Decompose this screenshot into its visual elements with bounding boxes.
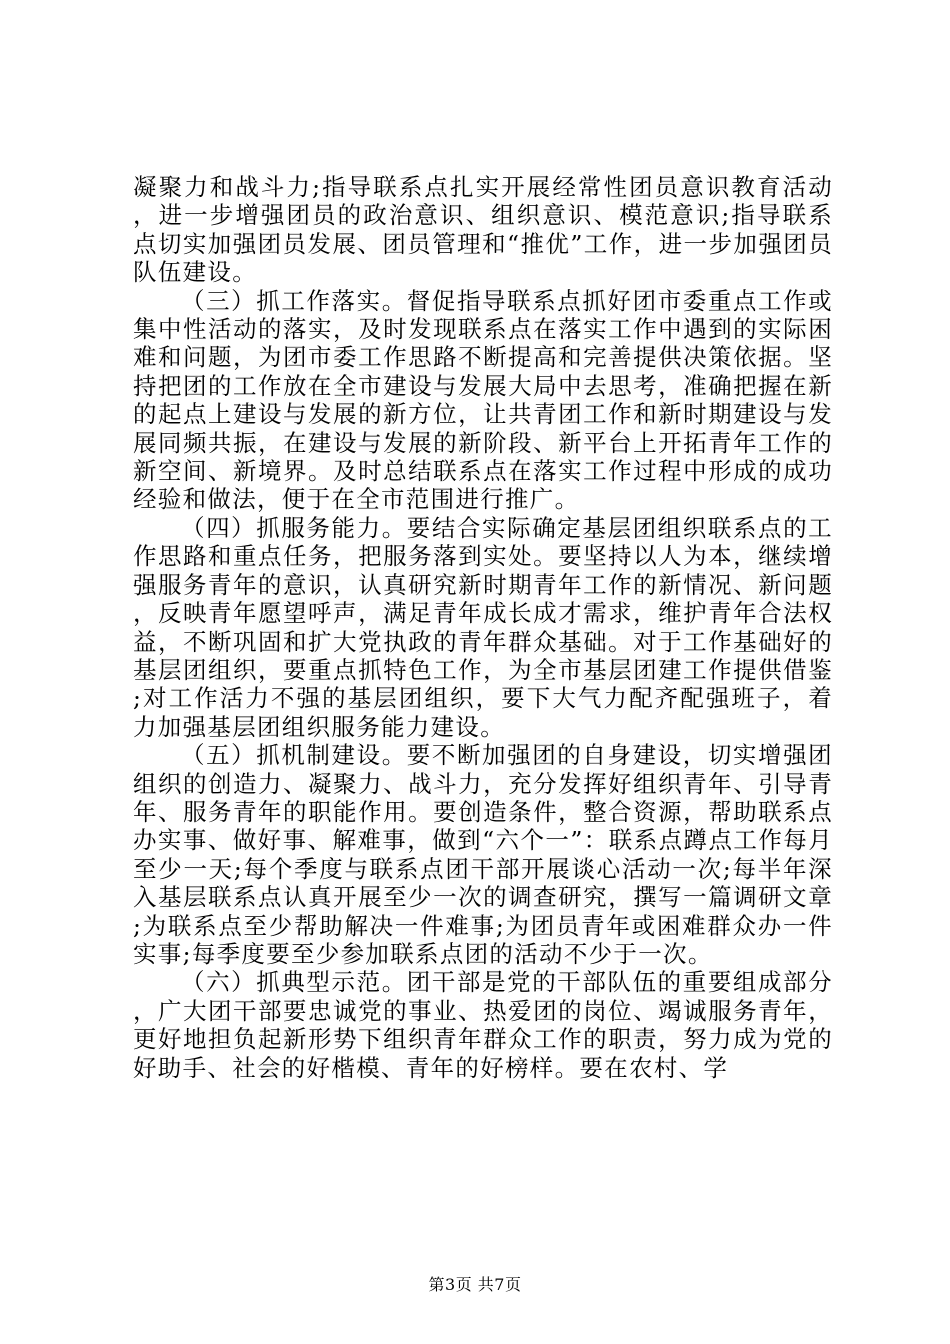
paragraph-continuation: 凝聚力和战斗力;指导联系点扎实开展经常性团员意识教育活动，进一步增强团员的政治意识、组织意识、模范意识;指导联系点切实加强团员发展、团员管理和“推优”工作，进一步加强团员队伍建设。 [133,173,833,287]
paragraph-section-3: （三）抓工作落实。督促指导联系点抓好团市委重点工作或集中性活动的落实，及时发现联系点在落实工作中遇到的实际困难和问题，为团市委工作思路不断提高和完善提供决策依据。坚持把团的工作放在全市建设与发展大局中去思考，准确把握在新的起点上建设与发展的新方位，让共青团工作和新时期建设与发展同频共振，在建设与发展的新阶段、新平台上开拓青年工作的新空间、新境界。及时总结联系点在落实工作过程中形成的成功经验和做法，便于在全市范围进行推广。 [133,286,833,514]
paragraph-section-5: （五）抓机制建设。要不断加强团的自身建设，切实增强团组织的创造力、凝聚力、战斗力，充分发挥好组织青年、引导青年、服务青年的职能作用。要创造条件，整合资源，帮助联系点办实事、做好事、解难事，做到“六个一”：联系点蹲点工作每月至少一天;每个季度与联系点团干部开展谈心活动一次;每半年深入基层联系点认真开展至少一次的调查研究，撰写一篇调研文章;为联系点至少帮助解决一件难事;为团员青年或困难群众办一件实事;每季度要至少参加联系点团的活动不少于一次。 [133,741,833,968]
document-body [133,173,833,1082]
paragraph-section-6: （六）抓典型示范。团干部是党的干部队伍的重要组成部分，广大团干部要忠诚党的事业、热爱团的岗位、竭诚服务青年，更好地担负起新形势下组织青年群众工作的职责，努力成为党的好助手、社会的好楷模、青年的好榜样。要在农村、学 [133,968,833,1082]
paragraph-section-4: （四）抓服务能力。要结合实际确定基层团组织联系点的工作思路和重点任务，把服务落到实处。要坚持以人为本，继续增强服务青年的意识，认真研究新时期青年工作的新情况、新问题，反映青年愿望呼声，满足青年成长成才需求，维护青年合法权益，不断巩固和扩大党执政的青年群众基础。对于工作基础好的基层团组织，要重点抓特色工作，为全市基层团建工作提供借鉴;对工作活力不强的基层团组织，要下大气力配齐配强班子，着力加强基层团组织服务能力建设。 [133,513,833,741]
page-number-footer: 第3页 共7页 [428,1275,522,1294]
